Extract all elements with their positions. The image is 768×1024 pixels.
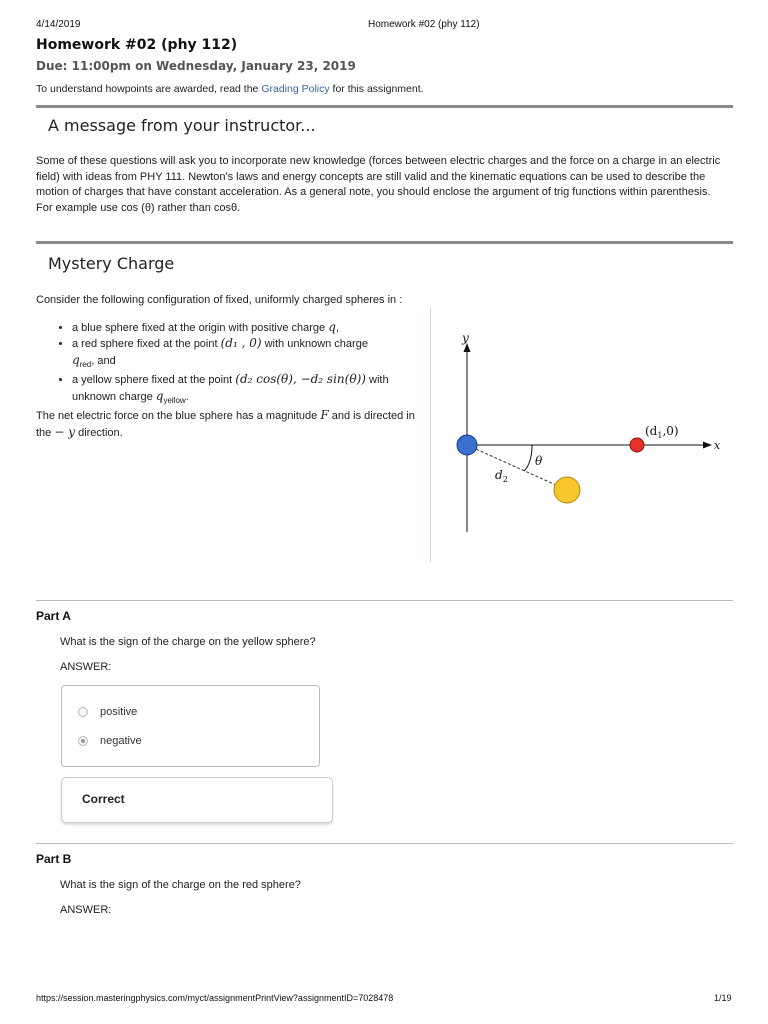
item-text: with unknown charge	[261, 338, 368, 350]
footer-url: https://session.masteringphysics.com/myct/assignmentPrintView?assignmentID=7028478	[36, 993, 394, 1003]
option-positive[interactable]	[78, 706, 137, 718]
math-sub: red	[79, 359, 92, 369]
x-axis-arrow	[703, 442, 712, 449]
red-label-sub: 1	[657, 431, 663, 440]
math-f: F	[320, 408, 329, 423]
feedback-correct: Correct	[82, 792, 125, 806]
grading-policy-link[interactable]: Grading Policy	[261, 83, 330, 95]
intro-after: for this assignment.	[329, 83, 424, 95]
footer-page: 1/19	[714, 993, 732, 1003]
part-a-question: What is the sign of the charge on the yellow sphere?	[60, 636, 316, 648]
mystery-body	[36, 293, 426, 441]
angle-arc	[524, 445, 532, 471]
net-text: direction.	[75, 426, 123, 439]
net-text: The net electric force on the blue sphere has a magnitude	[36, 410, 321, 423]
instructor-heading: A message from your instructor...	[48, 116, 316, 135]
intro-text	[36, 83, 424, 95]
part-b-answer-label: ANSWER:	[60, 904, 112, 916]
print-title: Homework #02 (phy 112)	[368, 19, 480, 30]
math-point: (d₁ , 0)	[220, 336, 262, 350]
charge-diagram	[440, 325, 730, 540]
red-sphere	[630, 438, 644, 452]
d2-main: d	[495, 468, 503, 482]
mystery-heading: Mystery Charge	[48, 254, 175, 273]
option-label: positive	[100, 706, 138, 718]
section-divider	[36, 241, 733, 244]
item-text: a blue sphere fixed at the origin with positive charge	[72, 321, 329, 334]
net-force-text	[36, 408, 426, 441]
list-item: • a yellow sphere fixed at the point (d₂ cos(θ), −d₂ sin(θ)) with unknown charge $q_{yellow}$.	[72, 372, 426, 408]
intro-before: To understand howpoints are awarded, read the	[36, 83, 262, 95]
d2-sub: 2	[502, 475, 508, 484]
part-divider	[36, 600, 733, 601]
option-label: negative	[100, 735, 142, 747]
math-point: (d₂ cos(θ), −d₂ sin(θ))	[235, 372, 366, 387]
d2-label	[495, 468, 508, 484]
answer-box	[61, 685, 320, 767]
due-date: Due: 11:00pm on Wednesday, January 23, 2019	[36, 59, 356, 73]
math-sub: yellow	[163, 395, 186, 405]
print-date: 4/14/2019	[36, 19, 81, 30]
item-text: a yellow sphere fixed at the point	[72, 374, 236, 387]
radio-positive[interactable]	[78, 707, 88, 717]
part-a-answer-label: ANSWER:	[60, 661, 112, 673]
item-text: , and	[91, 354, 116, 367]
red-point-label	[645, 424, 679, 440]
red-label-end: ,0)	[662, 424, 679, 438]
instructor-body: Some of these questions will ask you to incorporate new knowledge (forces between electric charges and the force on a charge in an electric field) with ideas from PHY 111. Newton's laws and energy concepts are still valid and the kinematic equations can be used to describe the motion of charges that have constant acceleration. As a general note, you should enclose the argument of trig functions within parenthesis. For example use cos (θ) rather than cosθ.	[36, 155, 721, 214]
sphere-list	[36, 320, 426, 409]
list-item	[72, 336, 426, 372]
option-negative[interactable]	[78, 735, 142, 747]
item-text: a red sphere fixed at the point	[72, 338, 221, 350]
feedback-box	[61, 777, 333, 823]
part-b-question: What is the sign of the charge on the red sphere?	[60, 879, 301, 891]
figure-divider	[430, 308, 431, 562]
math-q: q	[72, 352, 80, 367]
part-divider	[36, 843, 733, 844]
part-b-heading: Part B	[36, 852, 72, 866]
page-title: Homework #02 (phy 112)	[36, 37, 238, 53]
x-axis-label: x	[714, 439, 721, 452]
yellow-sphere	[554, 477, 580, 503]
red-label-a: (d	[645, 424, 658, 438]
y-axis-label: y	[462, 331, 469, 345]
math-direction: − y	[54, 424, 76, 439]
net-text: and is directed in the	[36, 410, 415, 439]
part-a-heading: Part A	[36, 609, 71, 623]
section-divider	[36, 105, 733, 108]
radio-negative[interactable]	[78, 736, 88, 746]
math-q: q	[155, 388, 164, 403]
d2-dashed-line	[467, 445, 567, 490]
math-q: q	[328, 319, 336, 334]
mystery-lead: Consider the following configuration of fixed, uniformly charged spheres in :	[36, 294, 403, 306]
blue-sphere	[457, 435, 477, 455]
angle-label: θ	[535, 454, 543, 468]
list-item: • a blue sphere fixed at the origin with positive charge q,	[72, 320, 426, 337]
